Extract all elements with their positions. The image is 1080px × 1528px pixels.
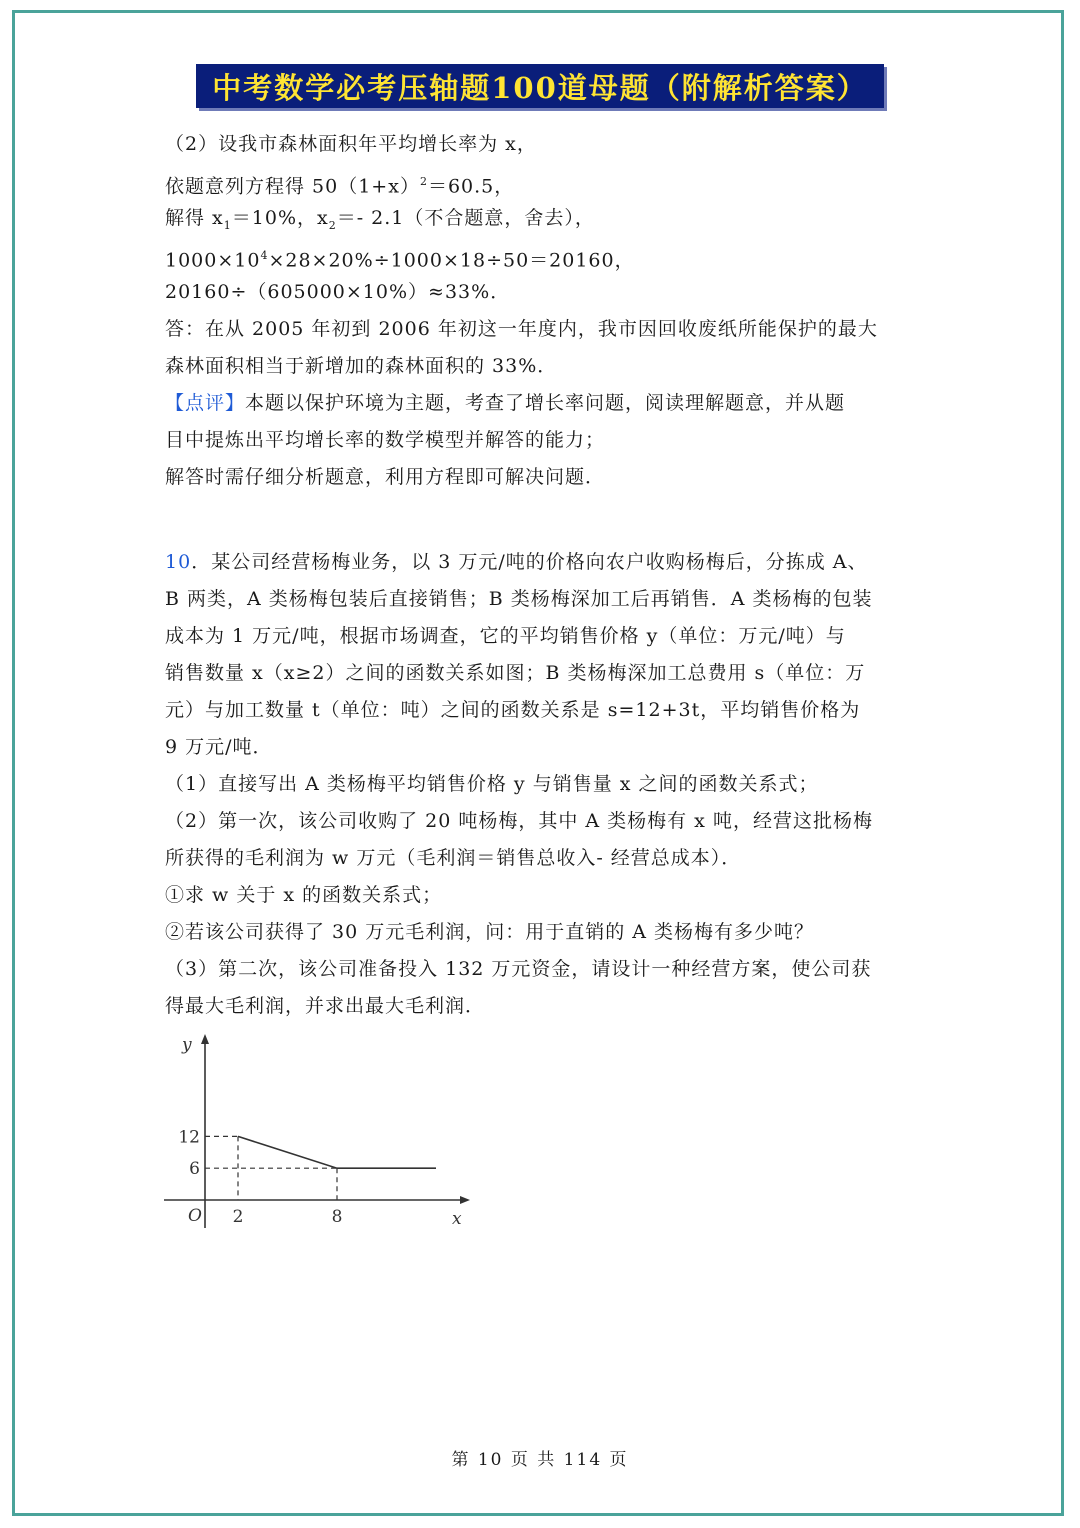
graph-svg: [160, 1030, 480, 1230]
document-body: [165, 126, 925, 1025]
question-10-part-2-sub-1: ①求 w 关于 x 的函数关系式；: [165, 884, 443, 906]
comment-tag: 【点评】: [165, 392, 246, 414]
page-title: 中考数学必考压轴题100道母题（附解析答案）: [212, 70, 868, 105]
x-axis-arrow: [460, 1196, 470, 1204]
x-axis-label: x: [452, 1209, 462, 1229]
question-10-part-2-sub-2: ②若该公司获得了 30 万元毛利润，问：用于直销的 A 类杨梅有多少吨？: [165, 921, 815, 943]
answer-line-2: 森林面积相当于新增加的森林面积的 33%．: [165, 355, 558, 377]
title-banner: [196, 64, 884, 108]
comment-line-1: 【点评】本题以保护环境为主题，考查了增长率问题，阅读理解题意，并从题: [165, 392, 846, 414]
question-10-line-2: B 两类，A 类杨梅包装后直接销售；B 类杨梅深加工后再销售．A 类杨梅的包装: [165, 588, 873, 610]
function-line: [238, 1136, 436, 1168]
y-axis-label: y: [182, 1035, 192, 1055]
x-tick-label-2: 2: [232, 1207, 244, 1227]
comment-line-2: 目中提炼出平均增长率的数学模型并解答的能力；: [165, 429, 606, 451]
question-number: 10: [165, 551, 192, 573]
question-10-line-6: 9 万元/吨．: [165, 736, 273, 758]
x-tick-label-8: 8: [331, 1207, 343, 1227]
solution-line-5: 20160÷（605000×10%）≈33%．: [165, 281, 511, 303]
solution-line-1: （2）设我市森林面积年平均增长率为 x，: [165, 133, 537, 155]
origin-label: O: [188, 1206, 202, 1226]
y-tick-label-6: 6: [189, 1159, 200, 1180]
answer-line-1: 答：在从 2005 年初到 2006 年初这一年度内，我市因回收废纸所能保护的最大: [165, 318, 878, 340]
question-10-part-2-line-1: （2）第一次，该公司收购了 20 吨杨梅，其中 A 类杨梅有 x 吨，经营这批杨梅: [165, 810, 873, 832]
question-10-part-1: （1）直接写出 A 类杨梅平均销售价格 y 与销售量 x 之间的函数关系式；: [165, 773, 819, 795]
question-10-line-4: 销售数量 x（x≥2）之间的函数关系如图；B 类杨梅深加工总费用 s（单位：万: [165, 662, 866, 684]
question-10-part-3-line-1: （3）第二次，该公司准备投入 132 万元资金，请设计一种经营方案，使公司获: [165, 958, 872, 980]
page-footer: 第 10 页 共 114 页: [451, 1450, 629, 1470]
comment-line-3: 解答时需仔细分析题意，利用方程即可解决问题．: [165, 466, 606, 488]
question-10-part-3-line-2: 得最大毛利润，并求出最大毛利润．: [165, 995, 486, 1017]
solution-line-2: 依题意列方程得 $50(1+x)^2=60.5$，: [165, 175, 515, 198]
question-10-line-3: 成本为 1 万元/吨，根据市场调查，它的平均销售价格 y（单位：万元/吨）与: [165, 625, 846, 647]
solution-line-3: 解得 $x_1=10\%$，$x_2=-$ 2.1（不合题意，舍去），: [165, 207, 595, 232]
y-tick-label-12: 12: [178, 1127, 200, 1148]
question-10-part-2-line-2: 所获得的毛利润为 w 万元（毛利润＝销售总收入- 经营总成本）．: [165, 847, 742, 869]
question-10-line-1: 10．某公司经营杨梅业务，以 3 万元/吨的价格向农户收购杨梅后，分拣成 A、: [165, 551, 868, 573]
question-10-line-5: 元）与加工数量 t（单位：吨）之间的函数关系是 s=12+3t，平均销售价格为: [165, 699, 861, 721]
y-axis-arrow: [201, 1034, 209, 1044]
function-graph: [160, 1030, 480, 1230]
solution-line-4: $1000\times 10^4\times 28\times 20\%\div 1000\times 18\div 50=20160$，: [165, 249, 635, 272]
